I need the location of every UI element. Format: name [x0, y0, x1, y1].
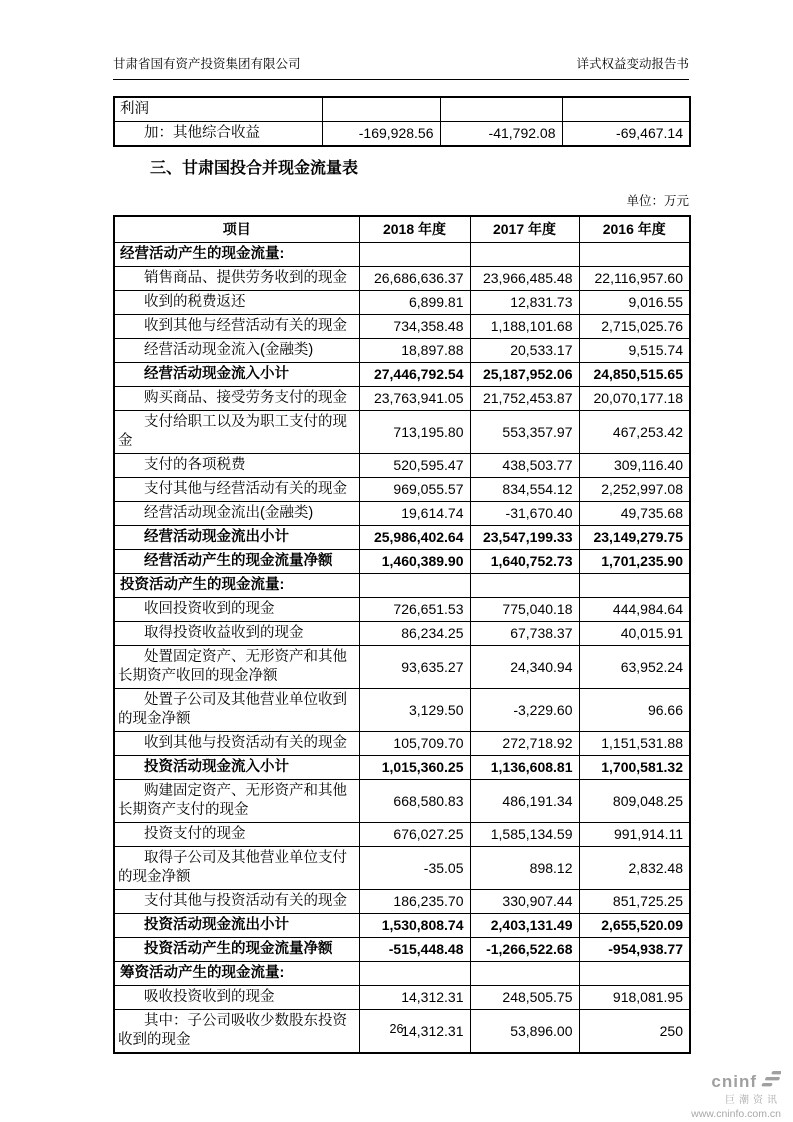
- value-cell: 809,048.25: [579, 780, 690, 823]
- row-label-cell: 投资活动现金流入小计: [114, 756, 359, 780]
- row-label-cell: 处置固定资产、无形资产和其他长期资产收回的现金净额: [114, 646, 359, 689]
- table-row: [114, 598, 690, 622]
- value-cell: 3,129.50: [359, 689, 470, 732]
- value-cell: 53,896.00: [470, 1010, 579, 1054]
- value-cell: [470, 962, 579, 986]
- value-cell: 19,614.74: [359, 502, 470, 526]
- row-label-cell: 处置子公司及其他营业单位收到的现金净额: [114, 689, 359, 732]
- value-cell: 26,686,636.37: [359, 267, 470, 291]
- value-cell: [579, 243, 690, 267]
- value-cell: 713,195.80: [359, 411, 470, 454]
- table-row: [114, 339, 690, 363]
- cashflow-header-row: [114, 216, 690, 243]
- value-cell: [322, 97, 440, 122]
- value-cell: -515,448.48: [359, 938, 470, 962]
- logo-company-name: 巨潮资讯: [725, 1095, 781, 1107]
- value-cell: 1,151,531.88: [579, 732, 690, 756]
- table-row: [114, 646, 690, 689]
- row-label-cell: 投资活动产生的现金流量净额: [114, 938, 359, 962]
- table-row: [114, 732, 690, 756]
- value-cell: 1,585,134.59: [470, 823, 579, 847]
- table-row: [114, 478, 690, 502]
- table-row: [114, 526, 690, 550]
- value-cell: 105,709.70: [359, 732, 470, 756]
- value-cell: 1,460,389.90: [359, 550, 470, 574]
- profit-table-body: [114, 97, 690, 146]
- row-label-cell: 经营活动产生的现金流量净额: [114, 550, 359, 574]
- value-cell: 96.66: [579, 689, 690, 732]
- row-label-cell: 经营活动现金流出小计: [114, 526, 359, 550]
- row-label-cell: 购买商品、接受劳务支付的现金: [114, 387, 359, 411]
- value-cell: 14,312.31: [359, 1010, 470, 1054]
- table-row: [114, 454, 690, 478]
- row-label-cell: 经营活动现金流入(金融类): [114, 339, 359, 363]
- value-cell: 14,312.31: [359, 986, 470, 1010]
- value-cell: 272,718.92: [470, 732, 579, 756]
- value-cell: -1,266,522.68: [470, 938, 579, 962]
- value-cell: 918,081.95: [579, 986, 690, 1010]
- value-cell: 23,763,941.05: [359, 387, 470, 411]
- row-label-cell: 取得子公司及其他营业单位支付的现金净额: [114, 847, 359, 890]
- table-row: [114, 622, 690, 646]
- table-row: [114, 243, 690, 267]
- value-cell: 1,700,581.32: [579, 756, 690, 780]
- table-row: [114, 914, 690, 938]
- cninfo-logo: [691, 1070, 781, 1120]
- value-cell: 1,136,608.81: [470, 756, 579, 780]
- table-row: [114, 890, 690, 914]
- row-label-cell: 经营活动现金流出(金融类): [114, 502, 359, 526]
- table-row: [114, 387, 690, 411]
- value-cell: 22,116,957.60: [579, 267, 690, 291]
- value-cell: 9,016.55: [579, 291, 690, 315]
- profit-table-fragment: [113, 96, 691, 147]
- value-cell: 2,715,025.76: [579, 315, 690, 339]
- row-label-cell: 取得投资收益收到的现金: [114, 622, 359, 646]
- table-row: [114, 823, 690, 847]
- column-header: 2018 年度: [359, 216, 470, 243]
- value-cell: 67,738.37: [470, 622, 579, 646]
- value-cell: [579, 574, 690, 598]
- value-cell: 21,752,453.87: [470, 387, 579, 411]
- table-row: [114, 986, 690, 1010]
- value-cell: 2,252,997.08: [579, 478, 690, 502]
- row-label-cell: 收到其他与经营活动有关的现金: [114, 315, 359, 339]
- value-cell: 24,340.94: [470, 646, 579, 689]
- row-label-cell: 经营活动现金流入小计: [114, 363, 359, 387]
- row-label-cell: 收到其他与投资活动有关的现金: [114, 732, 359, 756]
- row-label-cell: 投资活动产生的现金流量:: [114, 574, 359, 598]
- table-row: [114, 847, 690, 890]
- row-label-cell: 收回投资收到的现金: [114, 598, 359, 622]
- row-label-cell: 支付的各项税费: [114, 454, 359, 478]
- value-cell: 93,635.27: [359, 646, 470, 689]
- page-header: [113, 57, 689, 80]
- table-row: [114, 97, 690, 122]
- value-cell: 2,655,520.09: [579, 914, 690, 938]
- row-label-cell: 其中：子公司吸收少数股东投资收到的现金: [114, 1010, 359, 1054]
- table-row: [114, 550, 690, 574]
- table-row: [114, 411, 690, 454]
- value-cell: 18,897.88: [359, 339, 470, 363]
- value-cell: 24,850,515.65: [579, 363, 690, 387]
- value-cell: 20,070,177.18: [579, 387, 690, 411]
- value-cell: [562, 97, 690, 122]
- value-cell: 23,966,485.48: [470, 267, 579, 291]
- value-cell: [470, 574, 579, 598]
- column-header: 项目: [114, 216, 359, 243]
- table-row: [114, 267, 690, 291]
- value-cell: 1,015,360.25: [359, 756, 470, 780]
- row-label-cell: 筹资活动产生的现金流量:: [114, 962, 359, 986]
- value-cell: 726,651.53: [359, 598, 470, 622]
- value-cell: -169,928.56: [322, 122, 440, 147]
- value-cell: 486,191.34: [470, 780, 579, 823]
- value-cell: 444,984.64: [579, 598, 690, 622]
- value-cell: 309,116.40: [579, 454, 690, 478]
- column-header: 2017 年度: [470, 216, 579, 243]
- value-cell: 12,831.73: [470, 291, 579, 315]
- value-cell: 834,554.12: [470, 478, 579, 502]
- row-label-cell: 投资支付的现金: [114, 823, 359, 847]
- table-row: [114, 291, 690, 315]
- value-cell: [470, 243, 579, 267]
- value-cell: 248,505.75: [470, 986, 579, 1010]
- value-cell: 2,403,131.49: [470, 914, 579, 938]
- table-row: [114, 780, 690, 823]
- value-cell: 86,234.25: [359, 622, 470, 646]
- value-cell: 991,914.11: [579, 823, 690, 847]
- value-cell: 553,357.97: [470, 411, 579, 454]
- table-row: [114, 315, 690, 339]
- value-cell: -954,938.77: [579, 938, 690, 962]
- value-cell: -35.05: [359, 847, 470, 890]
- value-cell: 1,188,101.68: [470, 315, 579, 339]
- row-label-cell: 加：其他综合收益: [114, 122, 322, 147]
- value-cell: 25,187,952.06: [470, 363, 579, 387]
- value-cell: 27,446,792.54: [359, 363, 470, 387]
- table-row: [114, 363, 690, 387]
- value-cell: 969,055.57: [359, 478, 470, 502]
- value-cell: -31,670.40: [470, 502, 579, 526]
- table-row: [114, 689, 690, 732]
- row-label-cell: 支付其他与投资活动有关的现金: [114, 890, 359, 914]
- value-cell: 6,899.81: [359, 291, 470, 315]
- row-label-cell: 投资活动现金流出小计: [114, 914, 359, 938]
- value-cell: [359, 962, 470, 986]
- value-cell: 49,735.68: [579, 502, 690, 526]
- logo-website-url: www.cninfo.com.cn: [691, 1107, 781, 1120]
- row-label-cell: 购建固定资产、无形资产和其他长期资产支付的现金: [114, 780, 359, 823]
- value-cell: 250: [579, 1010, 690, 1054]
- value-cell: 9,515.74: [579, 339, 690, 363]
- cashflow-table: [113, 215, 691, 1054]
- value-cell: 520,595.47: [359, 454, 470, 478]
- row-label-cell: 收到的税费返还: [114, 291, 359, 315]
- table-row: [114, 756, 690, 780]
- value-cell: 2,832.48: [579, 847, 690, 890]
- value-cell: 851,725.25: [579, 890, 690, 914]
- cashflow-table-body: [114, 243, 690, 1054]
- value-cell: 23,547,199.33: [470, 526, 579, 550]
- table-row: [114, 122, 690, 147]
- value-cell: 63,952.24: [579, 646, 690, 689]
- section-title: 三、甘肃国投合并现金流量表: [150, 160, 359, 177]
- value-cell: 734,358.48: [359, 315, 470, 339]
- column-header: 2016 年度: [579, 216, 690, 243]
- value-cell: 438,503.77: [470, 454, 579, 478]
- table-row: [114, 574, 690, 598]
- logo-brand-text: cninf: [711, 1072, 757, 1092]
- value-cell: 775,040.18: [470, 598, 579, 622]
- value-cell: 23,149,279.75: [579, 526, 690, 550]
- table-row: [114, 502, 690, 526]
- row-label-cell: 吸收投资收到的现金: [114, 986, 359, 1010]
- value-cell: 40,015.91: [579, 622, 690, 646]
- value-cell: 1,640,752.73: [470, 550, 579, 574]
- table-row: [114, 938, 690, 962]
- row-label-cell: 经营活动产生的现金流量:: [114, 243, 359, 267]
- value-cell: -3,229.60: [470, 689, 579, 732]
- value-cell: 467,253.42: [579, 411, 690, 454]
- row-label-cell: 利润: [114, 97, 322, 122]
- unit-label: 单位：万元: [626, 194, 689, 208]
- value-cell: 20,533.17: [470, 339, 579, 363]
- row-label-cell: 支付给职工以及为职工支付的现金: [114, 411, 359, 454]
- row-label-cell: 销售商品、提供劳务收到的现金: [114, 267, 359, 291]
- value-cell: [359, 574, 470, 598]
- value-cell: 676,027.25: [359, 823, 470, 847]
- value-cell: 25,986,402.64: [359, 526, 470, 550]
- value-cell: [579, 962, 690, 986]
- header-report-title: 详式权益变动报告书: [576, 57, 689, 71]
- value-cell: 1,701,235.90: [579, 550, 690, 574]
- value-cell: -69,467.14: [562, 122, 690, 147]
- value-cell: 186,235.70: [359, 890, 470, 914]
- page-number: 26: [389, 1022, 404, 1036]
- value-cell: 330,907.44: [470, 890, 579, 914]
- value-cell: [440, 97, 562, 122]
- header-company-name: 甘肃省国有资产投资集团有限公司: [113, 57, 301, 71]
- value-cell: 1,530,808.74: [359, 914, 470, 938]
- swirl-icon: [759, 1070, 781, 1094]
- value-cell: 668,580.83: [359, 780, 470, 823]
- value-cell: [359, 243, 470, 267]
- row-label-cell: 支付其他与经营活动有关的现金: [114, 478, 359, 502]
- value-cell: -41,792.08: [440, 122, 562, 147]
- value-cell: 898.12: [470, 847, 579, 890]
- table-row: [114, 962, 690, 986]
